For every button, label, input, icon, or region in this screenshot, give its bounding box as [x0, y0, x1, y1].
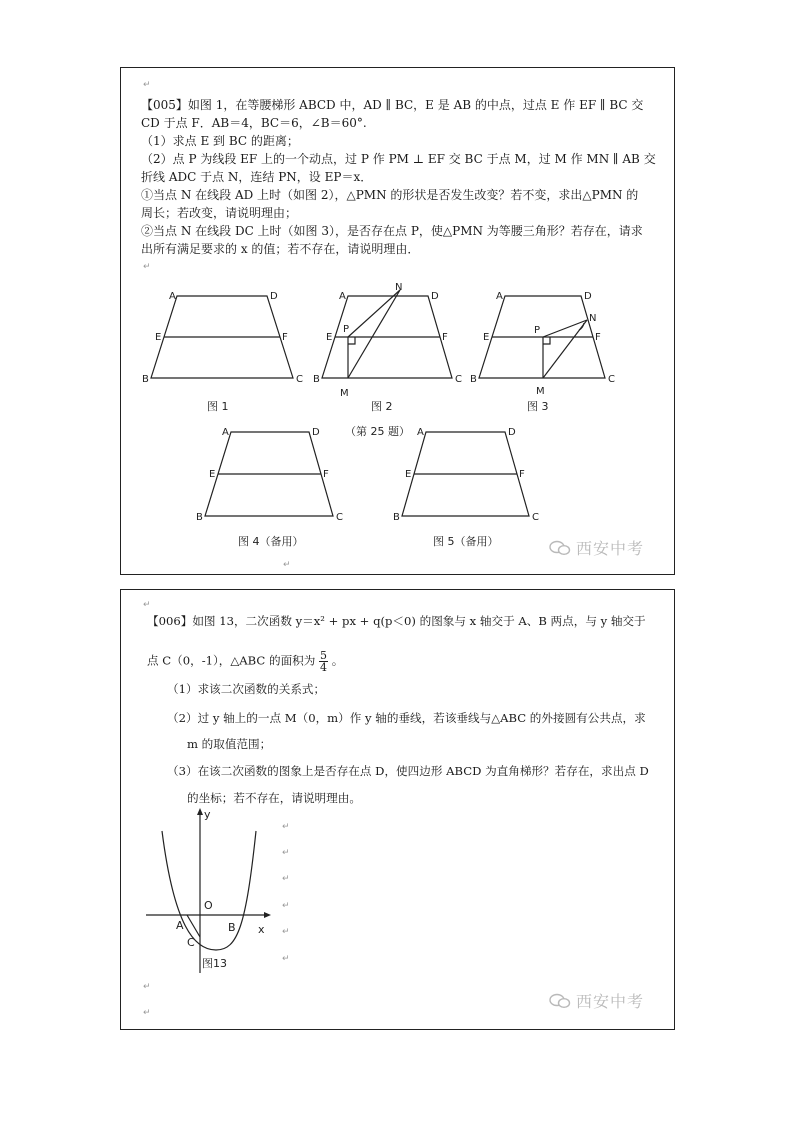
figure-5-label-c: C	[532, 512, 539, 523]
figure-3-label-m: M	[536, 386, 545, 397]
figure-2-pn-segment	[348, 290, 400, 337]
figure-4-label-f: F	[323, 469, 329, 480]
return-mark: ↵	[282, 848, 290, 858]
figure-5-caption: 图 5（备用）	[433, 535, 499, 548]
return-mark: ↵	[143, 80, 151, 90]
figure-4-label-c: C	[336, 512, 343, 523]
figure-2-label-d: D	[431, 291, 439, 302]
point-label-c: C	[187, 936, 195, 949]
figure-2-label-f: F	[442, 332, 448, 343]
problem-006-item-3: （3）在该二次函数的图象上是否存在点 D，使四边形 ABCD 为直角梯形？若存在，求出点 D	[167, 764, 649, 778]
figure-3-caption: 图 3	[527, 400, 549, 413]
problem-005-number: 【005】	[141, 98, 188, 112]
figure-5-label-d: D	[508, 427, 516, 438]
figure-1-label-e: E	[155, 332, 162, 343]
figure-3-right-angle-mark	[543, 337, 550, 344]
figure-3-label-d: D	[584, 291, 592, 302]
problem-006-item-2-cont: m 的取值范围；	[187, 737, 272, 751]
problem-006-item-2: （2）过 y 轴上的一点 M（0，m）作 y 轴的垂线，若该垂线与△ABC 的外接圆有公共点，求	[167, 711, 646, 725]
problem-005-tag: （第 25 题）	[345, 425, 410, 438]
figure-2-caption: 图 2	[371, 400, 393, 413]
figure-3-label-a: A	[496, 291, 503, 302]
return-mark: ↵	[282, 927, 290, 937]
x-axis-arrow	[264, 912, 271, 918]
figure-1-label-c: C	[296, 374, 303, 385]
figure-13-graph	[136, 805, 296, 975]
axis-label-x: x	[258, 923, 265, 936]
figure-5-label-f: F	[519, 469, 525, 480]
problem-006-box	[120, 589, 675, 1030]
origin-label: O	[204, 899, 213, 912]
problem-005-line-4: （2）点 P 为线段 EF 上的一个动点，过 P 作 PM ⊥ EF 交 BC 于点 M，过 M 作 MN ∥ AB 交	[141, 152, 656, 166]
figure-1-label-f: F	[282, 332, 288, 343]
problem-005-line-2: CD 于点 F．AB＝4，BC＝6，∠B＝60°.	[141, 116, 367, 130]
wechat-icon	[549, 540, 571, 556]
figure-2-mn-segment	[348, 290, 400, 378]
figure-3-label-c: C	[608, 374, 615, 385]
return-mark: ↵	[282, 874, 290, 884]
point-label-b: B	[228, 921, 236, 934]
figure-2-label-a: A	[339, 291, 346, 302]
watermark	[549, 989, 644, 1012]
figure-13-caption: 图13	[202, 957, 227, 970]
problem-005-figures	[121, 68, 675, 575]
figure-2-label-c: C	[455, 374, 462, 385]
figure-1-label-d: D	[270, 291, 278, 302]
figure-2-label-n: N	[395, 282, 403, 293]
return-mark: ↵	[282, 822, 290, 832]
figure-5-label-b: B	[393, 512, 400, 523]
return-mark: ↵	[143, 262, 151, 272]
problem-005-line-7: 周长；若改变，请说明理由；	[141, 206, 298, 220]
watermark	[549, 536, 644, 559]
point-label-a: A	[176, 919, 184, 932]
figure-2-label-e: E	[326, 332, 333, 343]
y-axis-arrow	[197, 808, 203, 815]
figure-5-label-a: A	[417, 427, 424, 438]
problem-005-line-3: （1）求点 E 到 BC 的距离；	[141, 134, 299, 148]
problem-005-line-8: ②当点 N 在线段 DC 上时（如图 3），是否存在点 P，使△PMN 为等腰三角形？若存在，请求	[141, 224, 643, 238]
figure-3-label-p: P	[534, 325, 541, 336]
figure-1-label-b: B	[142, 374, 149, 385]
figure-5-label-e: E	[405, 469, 412, 480]
return-mark: ↵	[282, 954, 290, 964]
area-fraction: $\frac{5}{4}$	[320, 649, 328, 674]
problem-006-line-1: 【006】如图 13，二次函数 y＝x² + px + q(p＜0) 的图象与 x 轴交于 A、B 两点，与 y 轴交于	[147, 614, 646, 628]
figure-4-caption: 图 4（备用）	[238, 535, 304, 548]
return-mark: ↵	[282, 901, 290, 911]
wechat-icon	[549, 993, 571, 1009]
watermark-text: 西安中考	[576, 992, 645, 1011]
return-mark: ↵	[283, 560, 291, 570]
figure-3-label-b: B	[470, 374, 477, 385]
figure-3-label-e: E	[483, 332, 490, 343]
figure-2-label-m: M	[340, 388, 349, 399]
problem-005-box	[120, 67, 675, 575]
segment-ac	[187, 915, 200, 937]
problem-005-line-5: 折线 ADC 于点 N，连结 PN，设 EP＝x．	[141, 170, 373, 184]
figure-4-label-e: E	[209, 469, 216, 480]
parabola-curve	[162, 831, 256, 950]
return-mark: ↵	[143, 600, 151, 610]
problem-006-item-1: （1）求该二次函数的关系式；	[167, 682, 326, 696]
figure-1-label-a: A	[169, 291, 176, 302]
figure-3-label-f: F	[595, 332, 601, 343]
figure-2-label-b: B	[313, 374, 320, 385]
problem-006-line-2: 点 C（0，-1），△ABC 的面积为 $\frac{5}{4}$ 。	[147, 649, 344, 674]
problem-005-line-9: 出所有满足要求的 x 的值；若不存在，请说明理由．	[141, 242, 420, 256]
figure-1-caption: 图 1	[207, 400, 229, 413]
problem-006-item-3-cont: 的坐标；若不存在，请说明理由。	[187, 791, 361, 805]
figure-2-right-angle-mark	[348, 337, 355, 344]
problem-005-line-1: 【005】如图 1，在等腰梯形 ABCD 中，AD ∥ BC，E 是 AB 的中点，过点 E 作 EF ∥ BC 交	[141, 98, 644, 112]
problem-005-line-6: ①当点 N 在线段 AD 上时（如图 2），△PMN 的形状是否发生改变？若不变，求出△PMN 的	[141, 188, 639, 202]
figure-4-label-a: A	[222, 427, 229, 438]
axis-label-y: y	[204, 808, 211, 821]
problem-006-number: 【006】	[147, 614, 193, 628]
figure-3-label-n: N	[589, 313, 597, 324]
watermark-text: 西安中考	[576, 539, 645, 558]
return-mark: ↵	[143, 982, 151, 992]
return-mark: ↵	[143, 1008, 151, 1018]
figure-4-label-d: D	[312, 427, 320, 438]
figure-4-label-b: B	[196, 512, 203, 523]
figure-2-label-p: P	[343, 324, 350, 335]
